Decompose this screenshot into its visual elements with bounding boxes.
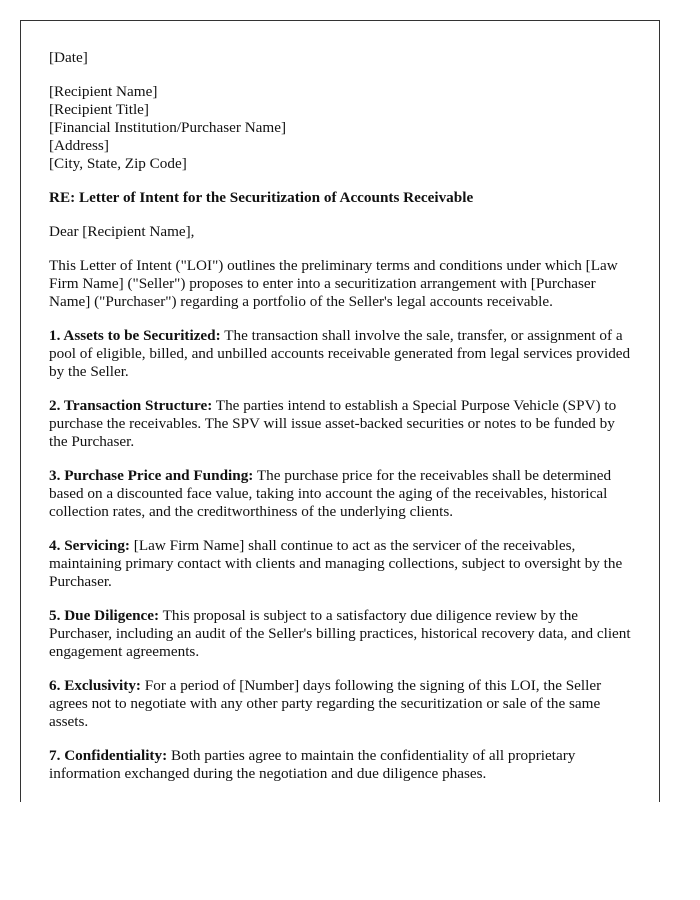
clause-title: 4. Servicing: <box>49 537 130 554</box>
clause-title: 7. Confidentiality: <box>49 747 168 764</box>
clause-text: For a period of [Number] days following the signing of this LOI, the Seller agrees not to negotiate with any other party regarding the securitization or sale of the same assets. <box>49 677 602 730</box>
clause-text: The parties intend to establish a Special Purpose Vehicle (SPV) to purchase the receivables. The SPV will issue asset-backed securities or notes to be funded by the Purchaser. <box>49 397 617 450</box>
recipient-name: [Recipient Name] <box>49 83 158 100</box>
recipient-address: [Address] <box>49 137 109 154</box>
recipient-title: [Recipient Title] <box>49 101 149 118</box>
clause-title: 2. Transaction Structure: <box>49 397 213 414</box>
clause-transaction-structure <box>49 397 633 451</box>
clause-text: Both parties agree to maintain the confidentiality of all proprietary information exchanged during the negotiation and due diligence phases. <box>49 747 576 782</box>
letter-date: [Date] <box>49 49 88 66</box>
clause-title: 6. Exclusivity: <box>49 677 141 694</box>
clause-assets <box>49 327 633 381</box>
clause-title: 3. Purchase Price and Funding: <box>49 467 254 484</box>
clause-confidentiality <box>49 747 633 783</box>
clause-servicing <box>49 537 633 591</box>
clause-text: [Law Firm Name] shall continue to act as the servicer of the receivables, maintaining primary contact with clients and managing collections, subject to oversight by the Purchaser. <box>49 537 623 590</box>
clause-title: 1. Assets to be Securitized: <box>49 327 221 344</box>
recipient-city-state-zip: [City, State, Zip Code] <box>49 155 187 172</box>
subject-line: RE: Letter of Intent for the Securitization of Accounts Receivable <box>49 189 474 206</box>
clause-purchase-price <box>49 467 633 521</box>
clause-title: 5. Due Diligence: <box>49 607 160 624</box>
clause-exclusivity <box>49 677 633 731</box>
letter-body <box>49 49 633 799</box>
clause-text: This proposal is subject to a satisfactory due diligence review by the Purchaser, including an audit of the Seller's billing practices, historical recovery data, and client engagement agreements. <box>49 607 631 660</box>
recipient-institution: [Financial Institution/Purchaser Name] <box>49 119 287 136</box>
recipient-address-block <box>49 83 633 173</box>
clause-due-diligence <box>49 607 633 661</box>
clause-text: The purchase price for the receivables shall be determined based on a discounted face value, taking into account the aging of the receivables, historical collection rates, and the creditworthiness of the underlying clients. <box>49 467 612 520</box>
clause-text: The transaction shall involve the sale, transfer, or assignment of a pool of eligible, billed, and unbilled accounts receivable generated from legal services provided by the Seller. <box>49 327 631 380</box>
intro-paragraph: This Letter of Intent ("LOI") outlines the preliminary terms and conditions under which [Law Firm Name] ("Seller") proposes to enter into a securitization arrangement with [Purchaser Name] ("Purchaser") regarding a portfolio of the Seller's legal accounts receivable. <box>49 257 618 310</box>
salutation: Dear [Recipient Name], <box>49 223 195 240</box>
letter-page <box>20 20 660 802</box>
